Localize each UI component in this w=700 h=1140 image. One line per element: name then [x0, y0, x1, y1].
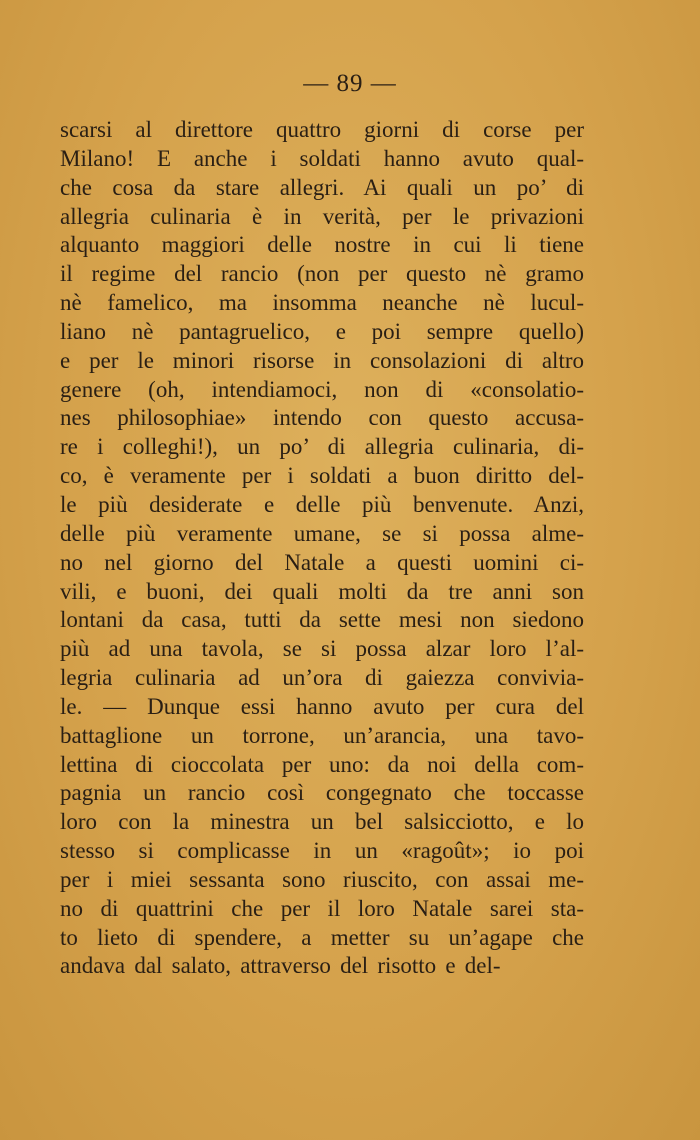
text-line: nè famelico, ma insomma neanche nè lucul- — [60, 290, 584, 316]
text-line: lontani da casa, tutti da sette mesi non siedono — [60, 607, 584, 633]
text-line: re i colleghi!), un po’ di allegria culinaria, di- — [60, 434, 584, 460]
text-line: to lieto di spendere, a metter su un’agape che — [60, 924, 584, 950]
text-line: lettina di cioccolata per uno: da noi della com- — [60, 751, 584, 777]
text-line: nes philosophiae» intendo con questo accusa- — [60, 405, 584, 431]
body-text — [60, 116, 584, 981]
text-line: più ad una tavola, se si possa alzar loro l’al- — [60, 636, 584, 662]
text-line: per i miei sessanta sono riuscito, con assai me- — [60, 866, 584, 892]
page-number: — 89 — — [303, 70, 397, 97]
text-line: scarsi al direttore quattro giorni di corse per — [60, 117, 584, 142]
text-line: stesso si complicasse in un «ragoût»; io poi — [60, 838, 584, 864]
text-line: battaglione un torrone, un’arancia, una tavo- — [60, 722, 584, 748]
text-line: andava dal salato, attraverso del risotto e del- — [60, 953, 501, 979]
text-line: le più desiderate e delle più benvenute. Anzi, — [60, 491, 584, 517]
text-line: vili, e buoni, dei quali molti da tre anni son — [60, 578, 584, 604]
text-line: no di quattrini che per il loro Natale sarei sta- — [60, 895, 584, 921]
text-line: pagnia un rancio così congegnato che toccasse — [60, 780, 584, 806]
text-line: che cosa da stare allegri. Ai quali un po’ di — [60, 174, 584, 200]
text-line: genere (oh, intendiamoci, non di «consolatio- — [60, 376, 584, 402]
text-line: allegria culinaria è in verità, per le privazioni — [60, 203, 584, 229]
text-line: no nel giorno del Natale a questi uomini ci- — [60, 549, 584, 575]
text-line: Milano! E anche i soldati hanno avuto qual- — [60, 145, 584, 171]
text-line: delle più veramente umane, se si possa alme- — [60, 520, 584, 546]
text-line: loro con la minestra un bel salsicciotto, e lo — [60, 809, 584, 835]
text-line: le. — Dunque essi hanno avuto per cura del — [60, 693, 584, 719]
text-line: e per le minori risorse in consolazioni di altro — [60, 347, 584, 373]
text-line: liano nè pantagruelico, e poi sempre quello) — [60, 318, 584, 344]
text-line: il regime del rancio (non per questo nè gramo — [60, 261, 584, 287]
text-line: alquanto maggiori delle nostre in cui li tiene — [60, 232, 584, 258]
text-line: co, è veramente per i soldati a buon diritto del- — [60, 463, 584, 489]
text-line: legria culinaria ad un’ora di gaiezza convivia- — [60, 665, 584, 691]
